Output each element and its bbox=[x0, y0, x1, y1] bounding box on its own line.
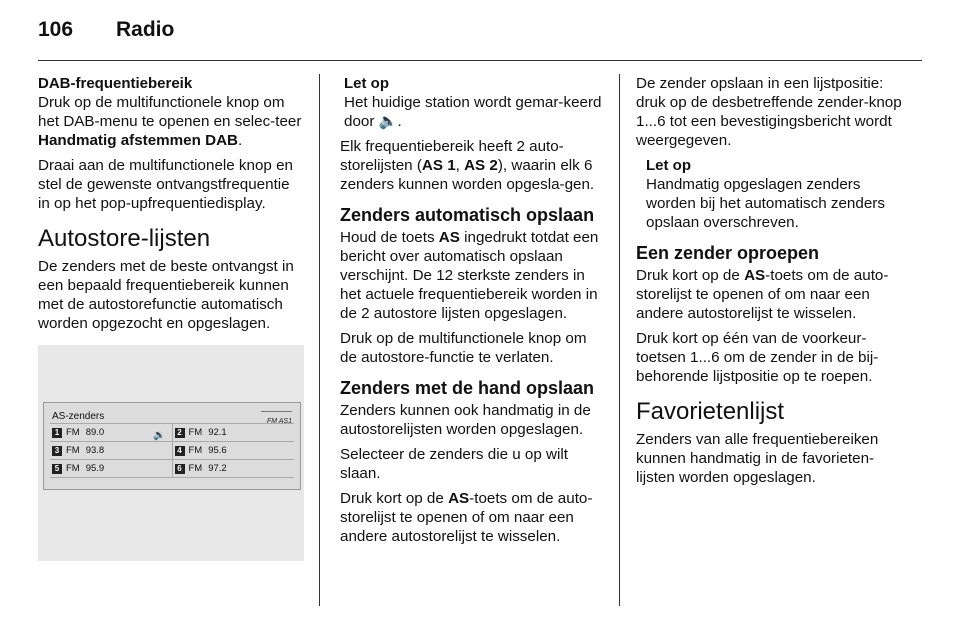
page-header bbox=[38, 18, 174, 42]
header-rule bbox=[38, 60, 922, 61]
preset-cell: 6 FM 97.2 bbox=[173, 460, 295, 477]
column-3 bbox=[636, 74, 906, 493]
preset-cell: 1 FM 89.0 🔉 bbox=[50, 424, 173, 441]
preset-cell: 5 FM 95.9 bbox=[50, 460, 173, 477]
store-position-paragraph: De zender opslaan in een lijstpositie: druk op de desbetreffende zender-knop 1...6 tot een bevestigingsbericht wordt weergegeven. bbox=[636, 75, 902, 149]
note-box bbox=[340, 74, 606, 131]
radio-display-figure bbox=[38, 345, 304, 561]
manual-save-heading: Zenders met de hand opslaan bbox=[340, 378, 595, 398]
screen-title: AS-zenders bbox=[52, 411, 105, 422]
preset-cell: 2 FM 92.1 bbox=[173, 424, 295, 441]
autostore-heading: Autostore-lijsten bbox=[38, 225, 211, 252]
dab-paragraph-2: Draai aan de multifunctionele knop en stel de gewenste ontvangstfrequentie in op het pop-upfrequentiedisplay. bbox=[38, 157, 293, 212]
section-title: Radio bbox=[116, 18, 175, 41]
column-divider-2 bbox=[619, 74, 620, 606]
column-divider-1 bbox=[319, 74, 320, 606]
dab-paragraph-1: Druk op de multifunctionele knop om het DAB-menu te openen en selec-teer Handmatig afstemmen DAB. bbox=[38, 94, 302, 149]
call-station-heading: Een zender oproepen bbox=[636, 243, 820, 263]
note-text: Het huidige station wordt gemar-keerd door 🔈. bbox=[344, 94, 602, 130]
autostore-lists-paragraph: Elk frequentiebereik heeft 2 auto-storelijsten (AS 1, AS 2), waarin elk 6 zenders kunnen worden opgesla-gen. bbox=[340, 138, 595, 193]
auto-save-heading: Zenders automatisch opslaan bbox=[340, 205, 595, 225]
dab-heading: DAB-frequentiebereik bbox=[38, 75, 193, 92]
note-title: Let op bbox=[646, 157, 691, 174]
preset-cell: 4 FM 95.6 bbox=[173, 442, 295, 459]
manual-save-paragraph-3: Druk kort op de AS-toets om de auto-storelijst te openen of om naar een andere autostorelijst te wisselen. bbox=[340, 490, 593, 545]
screen-band-tag: FM AS1 bbox=[261, 411, 292, 431]
note-box bbox=[636, 156, 906, 232]
preset-row bbox=[50, 459, 294, 478]
manual-save-paragraph-1: Zenders kunnen ook handmatig in de autostorelijsten worden opgeslagen. bbox=[340, 402, 591, 438]
autostore-paragraph: De zenders met de beste ontvangst in een bepaald frequentiebereik kunnen met de autostorefunctie automatisch worden opgezocht en opgeslagen. bbox=[38, 258, 294, 332]
preset-row bbox=[50, 441, 294, 459]
radio-screen bbox=[43, 402, 301, 490]
note-title: Let op bbox=[344, 75, 389, 92]
favourites-paragraph: Zenders van alle frequentiebereiken kunnen handmatig in de favorieten-lijsten worden opgeslagen. bbox=[636, 431, 879, 486]
speaker-icon: 🔈 bbox=[378, 113, 398, 130]
speaker-icon: 🔉 bbox=[153, 430, 166, 441]
favourites-heading: Favorietenlijst bbox=[636, 398, 785, 425]
preset-grid bbox=[50, 423, 294, 478]
column-1 bbox=[38, 74, 304, 561]
column-2 bbox=[340, 74, 606, 552]
manual-save-paragraph-2: Selecteer de zenders die u op wilt slaan. bbox=[340, 446, 568, 482]
preset-cell: 3 FM 93.8 bbox=[50, 442, 173, 459]
auto-save-paragraph-2: Druk op de multifunctionele knop om de autostore-functie te verlaten. bbox=[340, 330, 587, 366]
call-station-paragraph-2: Druk kort op één van de voorkeur-toetsen 1...6 om de zender in de bij-behorende lijstpositie op te roepen. bbox=[636, 330, 879, 385]
call-station-paragraph-1: Druk kort op de AS-toets om de auto-storelijst te openen of om naar een andere autostorelijst te wisselen. bbox=[636, 267, 889, 322]
preset-row bbox=[50, 423, 294, 441]
note-text: Handmatig opgeslagen zenders worden bij het automatisch zenders opslaan overschreven. bbox=[646, 176, 885, 231]
page-number: 106 bbox=[38, 18, 74, 41]
auto-save-paragraph-1: Houd de toets AS ingedrukt totdat een bericht over automatisch opslaan verschijnt. De 12 sterkste zenders in het actuele frequentiebereik worden in de 2 autostore lijsten opgeslagen. bbox=[340, 229, 599, 322]
